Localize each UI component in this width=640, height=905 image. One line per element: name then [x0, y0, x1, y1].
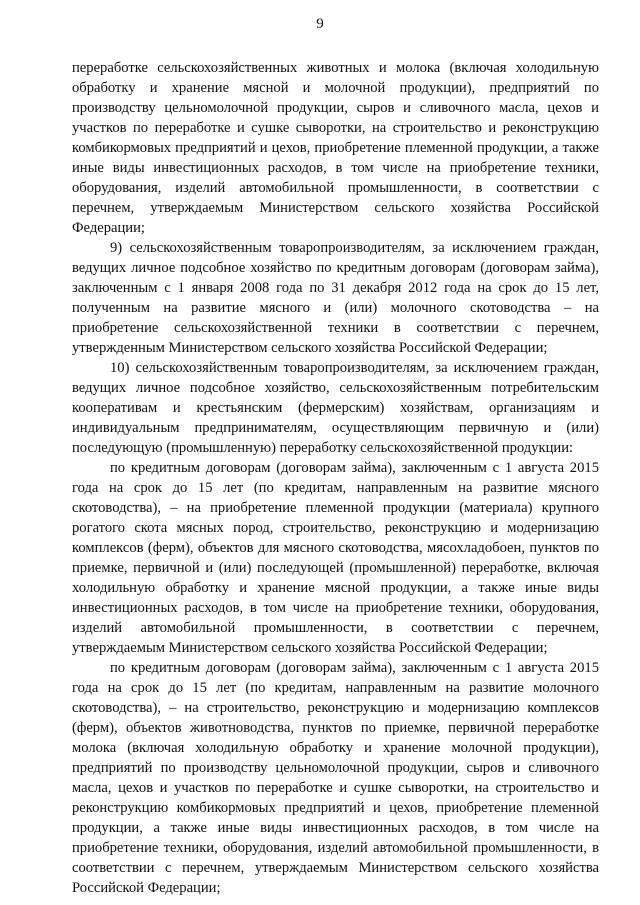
paragraph-beef-cattle-loans: по кредитным договорам (договорам займа), заключенным с 1 августа 2015 года на срок до 15 лет (по кредитам, направленным на развитие мясного скотоводства), – на приобретение племенной продукции (материала) крупного рогатого скота мясных пород, строительство, реконструкцию и модернизацию комплексов (ферм), объектов для мясного скотоводства, мясохладобоен, пунктов по приемке, первичной и (или) последующей (промышленной) переработке, включая холодильную обработку и хранение мясной продукции, а также иные виды инвестиционных расходов, в том числе на приобретение техники, оборудования, изделий автомобильной промышленности, в соответствии с перечнем, утверждаемым Министерством сельского хозяйства Российской Федерации;: [72, 460, 599, 656]
document-body: [72, 58, 599, 898]
paragraph-dairy-cattle-loans: по кредитным договорам (договорам займа), заключенным с 1 августа 2015 года на срок до 15 лет (по кредитам, направленным на развитие молочного скотоводства), – на строительство, реконструкцию и модернизацию комплексов (ферм), объектов животноводства, пунктов по приемке, первичной переработке молока (включая холодильную обработку и хранение молочной продукции), предприятий по производству цельномолочной продукции, сыров и сливочного масла, цехов и участков по переработке и сушке сыворотки, на строительство и реконструкцию комбикормовых предприятий и цехов, приобретение племенной продукции, а также иные виды инвестиционных расходов, в том числе на приобретение техники, оборудования, изделий автомобильной промышленности, в соответствии с перечнем, утверждаемым Министерством сельского хозяйства Российской Федерации;: [72, 660, 599, 896]
page-number: 9: [316, 16, 324, 32]
paragraph-item-10: 10) сельскохозяйственным товаропроизводителям, за исключением граждан, ведущих личное подсобное хозяйство, сельскохозяйственным потребительским кооперативам и крестьянским (фермерским) хозяйствам, организациям и индивидуальным предпринимателям, осуществляющим первичную и (или) последующую (промышленную) переработку сельскохозяйственной продукции:: [72, 360, 599, 456]
paragraph-continuation: переработке сельскохозяйственных животных и молока (включая холодильную обработку и хранение мясной и молочной продукции), предприятий по производству цельномолочной продукции, сыров и сливочного масла, цехов и участков по переработке и сушке сыворотки, на строительство и реконструкцию комбикормовых предприятий и цехов, приобретение племенной продукции, а также иные виды инвестиционных расходов, в том числе на приобретение техники, оборудования, изделий автомобильной промышленности, в соответствии с перечнем, утверждаемым Министерством сельского хозяйства Российской Федерации;: [72, 60, 599, 236]
paragraph-item-9: 9) сельскохозяйственным товаропроизводителям, за исключением граждан, ведущих личное подсобное хозяйство по кредитным договорам (договорам займа), заключенным с 1 января 2008 года по 31 декабря 2012 года на срок до 15 лет, полученным на развитие мясного и (или) молочного скотоводства – на приобретение сельскохозяйственной техники в соответствии с перечнем, утвержденным Министерством сельского хозяйства Российской Федерации;: [72, 240, 599, 356]
